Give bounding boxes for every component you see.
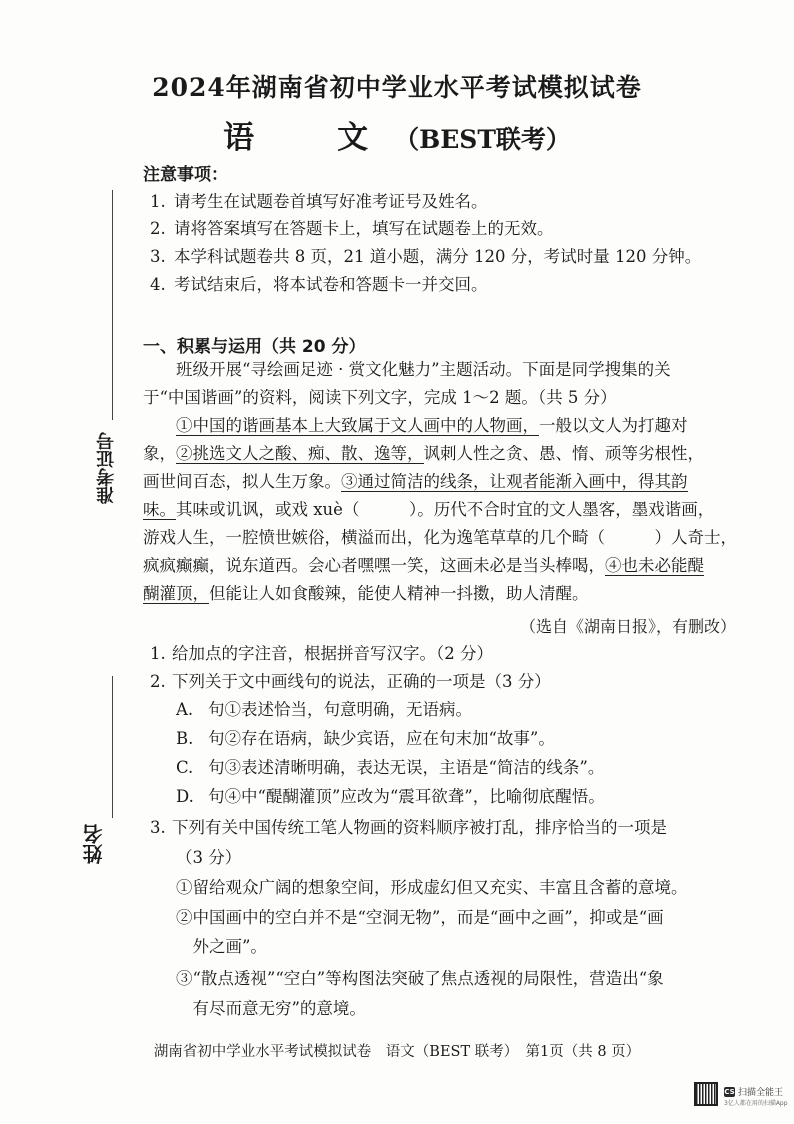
passage-line: [143, 444, 704, 464]
passage-text: 疯疯癫癫，说东道西。会心者嘿嘿一笑，这画未必是当头棒喝，: [143, 556, 605, 575]
binding-line-mid: [112, 676, 113, 818]
option-text: 句②存在语病，缺少宾语，应在句末加“故事”。: [208, 729, 555, 748]
note-number: 1.: [150, 192, 166, 211]
note-number: 4.: [150, 275, 166, 294]
question-2: [150, 672, 551, 692]
exam-id-label: 准考证号: [96, 432, 117, 504]
scanner-brand: 扫描全能王: [738, 1088, 784, 1098]
underlined-sentence-3: ③通过简洁的线条，让观者能渐入画中，得其韵: [341, 472, 688, 491]
subject-tag: （BEST联考）: [394, 125, 571, 154]
underlined-sentence-1: ①中国的谐画基本上大致属于文人画中的人物画，: [176, 416, 539, 435]
note-item: [150, 275, 488, 295]
scanner-tagline: 3亿人都在用的扫描App: [724, 1100, 788, 1107]
passage-text: 其味或讥讽，或戏 xuè（ ）。历代不合时宜的文人墨客，墨戏谐画，: [176, 500, 715, 519]
option-letter: A.: [176, 700, 194, 719]
question-1: [150, 644, 493, 664]
note-text: 考试结束后，将本试卷和答题卡一并交回。: [174, 275, 488, 294]
passage-text: 但能让人如食酸辣，能使人精神一抖擞，助人清醒。: [209, 584, 589, 603]
note-text: 请考生在试题卷首填写好准考证号及姓名。: [174, 192, 488, 211]
question-number: 2.: [150, 672, 166, 691]
notes-heading: 注意事项：: [143, 165, 228, 185]
passage-text: 画世间百态，拟人生万象。: [143, 472, 341, 491]
intro-line: 班级开展“寻绘画足迹 · 赏文化魅力”主题活动。下面是同学搜集的关: [143, 360, 671, 379]
scanner-badge: [724, 1085, 783, 1098]
name-label: 姓名: [82, 824, 106, 864]
binding-line-top: [112, 190, 113, 420]
question-3: [150, 818, 667, 838]
option-letter: C.: [176, 758, 194, 777]
option-text: 句④中“醍醐灌顶”应改为“震耳欲聋”，比喻彻底醒悟。: [208, 787, 605, 806]
passage-line: [143, 584, 589, 604]
note-text: 请将答案填写在答题卡上，填写在试题卷上的无效。: [174, 219, 554, 238]
option-b: [176, 729, 555, 749]
exam-title: 2024年湖南省初中学业水平考试模拟试卷: [152, 73, 642, 102]
passage-line: [143, 500, 714, 520]
option-text: 句③表述清晰明确，表达无误，主语是“简洁的线条”。: [208, 758, 605, 777]
note-item: [150, 192, 488, 212]
passage-text: 一般以文人为打趣对: [539, 416, 688, 435]
passage-line: 游戏人生，一腔愤世嫉俗，横溢而出，化为逸笔草草的几个畸（ ）人奇士，: [143, 528, 737, 547]
question-number: 3.: [150, 818, 166, 837]
passage-source: （选自《湖南日报》，有删改）: [519, 617, 736, 636]
underlined-sentence-2: ②挑选文人之酸、痴、散、逸等，: [176, 444, 424, 463]
note-number: 3.: [150, 247, 166, 266]
ordering-item: 有尽而意无穷”的意境。: [176, 999, 366, 1018]
subject-name: 语 文: [223, 120, 395, 156]
passage-line: [143, 556, 704, 576]
option-d: [176, 787, 605, 807]
ordering-item: ②中国画中的空白并不是“空洞无物”，而是“画中之画”，抑或是“画: [176, 908, 664, 927]
subject-title: [0, 112, 794, 157]
note-text: 本学科试题卷共 8 页，21 道小题，满分 120 分，考试时量 120 分钟。: [174, 247, 702, 266]
question-text: 下列有关中国传统工笔人物画的资料顺序被打乱，排序恰当的一项是: [172, 818, 667, 837]
passage-line: [143, 472, 688, 492]
section-heading: 一、积累与运用（共 20 分）: [143, 337, 366, 357]
passage-text: 象，: [143, 444, 176, 463]
question-number: 1.: [150, 644, 166, 663]
question-text: 下列关于文中画线句的说法，正确的一项是（3 分）: [172, 672, 551, 691]
note-number: 2.: [150, 219, 166, 238]
option-letter: B.: [176, 729, 194, 748]
ordering-item: 外之画”。: [176, 937, 267, 956]
page-footer: 湖南省初中学业水平考试模拟试卷 语文（BEST 联考） 第1页（共 8 页）: [153, 1044, 641, 1060]
question-score: （3 分）: [176, 848, 242, 867]
option-a: [176, 700, 472, 720]
passage-text: 讽刺人性之贪、愚、惰、顽等劣根性，: [423, 444, 704, 463]
scanner-logo-icon: CS: [724, 1087, 735, 1096]
note-item: [150, 219, 554, 239]
underlined-sentence-4-end: 醐灌顶，: [143, 584, 209, 603]
intro-line: 于“中国谐画”的资料，阅读下列文字，完成 1～2 题。（共 5 分）: [143, 388, 617, 407]
note-item: [150, 247, 701, 267]
option-c: [176, 758, 604, 778]
underlined-sentence-4: ④也未必能醍: [605, 556, 704, 575]
underlined-sentence-3-end: 味。: [143, 500, 176, 519]
passage-line: [176, 416, 688, 436]
ordering-item: ①留给观众广阔的想象空间，形成虚幻但又充实、丰富且含蓄的意境。: [176, 878, 688, 897]
question-text: 给加点的字注音，根据拼音写汉字。（2 分）: [172, 644, 493, 663]
ordering-item: ③“散点透视”“空白”等构图法突破了焦点透视的局限性，营造出“象: [176, 969, 664, 988]
qr-code-icon: [694, 1082, 718, 1106]
option-letter: D.: [176, 787, 194, 806]
option-text: 句①表述恰当，句意明确，无语病。: [208, 700, 472, 719]
